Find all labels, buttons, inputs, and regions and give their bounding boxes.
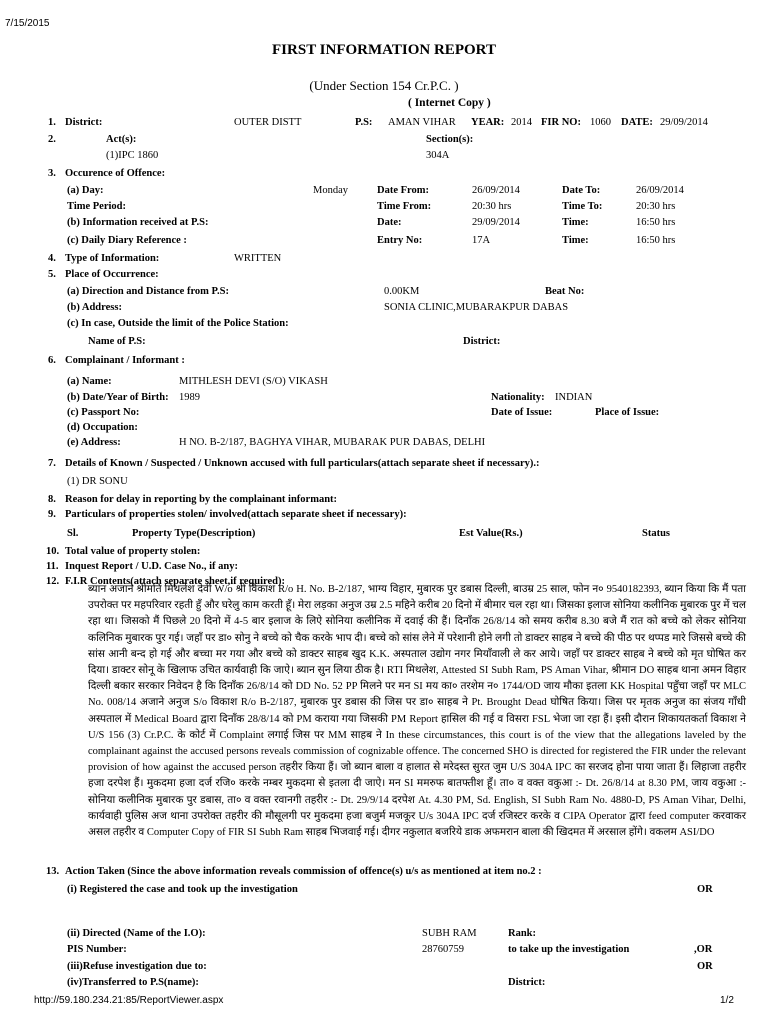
time-period-label: Time Period: xyxy=(67,201,127,212)
place-of-occurrence-label: Place of Occurrence: xyxy=(65,269,159,280)
ps-value: AMAN VIHAR xyxy=(388,117,456,128)
accused-name: (1) DR SONU xyxy=(67,476,128,487)
nationality-label: Nationality: xyxy=(491,392,545,403)
delay-reason-label: Reason for delay in reporting by the complainant informant: xyxy=(65,494,338,505)
info-date-value: 29/09/2014 xyxy=(472,217,520,228)
sections-label: Section(s): xyxy=(426,134,474,145)
entry-no-value: 17A xyxy=(472,235,491,246)
dd-time-label: Time: xyxy=(562,235,589,246)
property-col-est-value: Est Value(Rs.) xyxy=(459,528,523,539)
complainant-label: Complainant / Informant : xyxy=(65,355,185,366)
action-taken-label: Action Taken (Since the above information reveals commission of offence(s) u/s as mentioned at item no.2 : xyxy=(65,866,542,877)
section-6-number: 6. xyxy=(48,355,56,366)
io-name-value: SUBH RAM xyxy=(422,928,477,939)
section-4-number: 4. xyxy=(48,253,56,264)
property-col-status: Status xyxy=(642,528,671,539)
complainant-name-value: MITHLESH DEVI (S/O) VIKASH xyxy=(179,376,328,387)
option-ii-or: ,OR xyxy=(694,944,713,955)
year-value: 2014 xyxy=(511,117,532,128)
daily-diary-label: (c) Daily Diary Reference : xyxy=(67,235,187,246)
district-value: OUTER DISTT xyxy=(234,117,302,128)
print-date: 7/15/2015 xyxy=(5,18,50,29)
pis-number-value: 28760759 xyxy=(422,944,464,955)
total-value-label: Total value of property stolen: xyxy=(65,546,201,557)
fir-date-value: 29/09/2014 xyxy=(660,117,708,128)
section-7-number: 7. xyxy=(48,458,56,469)
section-13-number: 13. xyxy=(46,866,60,877)
complainant-name-label: (a) Name: xyxy=(67,376,112,387)
outside-district-label: District: xyxy=(463,336,501,347)
fir-contents-label: F.I.R Contents(attach separate sheet,if required): xyxy=(65,576,285,587)
acts-value: (1)IPC 1860 xyxy=(106,150,159,161)
nationality-value: INDIAN xyxy=(555,392,593,403)
complainant-address-label: (e) Address: xyxy=(67,437,121,448)
beat-no-label: Beat No: xyxy=(545,286,585,297)
option-i-or: OR xyxy=(697,884,713,895)
take-up-investigation-text: to take up the investigation xyxy=(508,944,630,955)
section-2-number: 2. xyxy=(48,134,56,145)
info-date-label: Date: xyxy=(377,217,402,228)
fir-no-value: 1060 xyxy=(590,117,611,128)
transferred-district-label: District: xyxy=(508,977,546,988)
inquest-report-label: Inquest Report / U.D. Case No., if any: xyxy=(65,561,238,572)
place-address-value: SONIA CLINIC,MUBARAKPUR DABAS xyxy=(384,302,569,313)
district-label: District: xyxy=(65,117,103,128)
day-value: Monday xyxy=(313,185,348,196)
direction-distance-label: (a) Direction and Distance from P.S: xyxy=(67,286,229,297)
section-11-number: 11. xyxy=(46,561,59,572)
section-5-number: 5. xyxy=(48,269,56,280)
time-from-label: Time From: xyxy=(377,201,432,212)
fir-date-label: DATE: xyxy=(621,117,653,128)
dob-value: 1989 xyxy=(179,392,200,403)
outside-limit-label: (c) In case, Outside the limit of the Police Station: xyxy=(67,318,289,329)
properties-label: Particulars of properties stolen/ involved(attach separate sheet if necessary): xyxy=(65,509,407,520)
time-to-label: Time To: xyxy=(562,201,603,212)
date-from-label: Date From: xyxy=(377,185,429,196)
report-title: FIRST INFORMATION REPORT xyxy=(272,42,496,58)
date-to-value: 26/09/2014 xyxy=(636,185,684,196)
info-time-value: 16:50 hrs xyxy=(636,217,676,228)
complainant-address-value: H NO. B-2/187, BAGHYA VIHAR, MUBARAK PUR DABAS, DELHI xyxy=(179,437,486,448)
dob-label: (b) Date/Year of Birth: xyxy=(67,392,169,403)
date-from-value: 26/09/2014 xyxy=(472,185,520,196)
acts-label: Act(s): xyxy=(106,134,137,145)
info-received-label: (b) Information received at P.S: xyxy=(67,217,209,228)
accused-details-label: Details of Known / Suspected / Unknown accused with full particulars(attach separate sheet if necessary).: xyxy=(65,458,540,469)
pis-number-label: PIS Number: xyxy=(67,944,127,955)
place-of-issue-label: Place of Issue: xyxy=(595,407,660,418)
section-8-number: 8. xyxy=(48,494,56,505)
year-label: YEAR: xyxy=(471,117,505,128)
info-time-label: Time: xyxy=(562,217,589,228)
transferred-to-label: (iv)Transferred to P.S(name): xyxy=(67,977,199,988)
refuse-investigation-label: (iii)Refuse investigation due to: xyxy=(67,961,207,972)
name-of-ps-label: Name of P.S: xyxy=(88,336,146,347)
section-1-number: 1. xyxy=(48,117,56,128)
dd-time-value: 16:50 hrs xyxy=(636,235,676,246)
type-of-info-value: WRITTEN xyxy=(234,253,282,264)
type-of-info-label: Type of Information: xyxy=(65,253,160,264)
entry-no-label: Entry No: xyxy=(377,235,423,246)
date-of-issue-label: Date of Issue: xyxy=(491,407,553,418)
direction-distance-value: 0.00KM xyxy=(384,286,420,297)
directed-io-label: (ii) Directed (Name of the I.O): xyxy=(67,928,206,939)
section-3-number: 3. xyxy=(48,168,56,179)
rank-label: Rank: xyxy=(508,928,537,939)
property-col-sl: Sl. xyxy=(67,528,79,539)
report-subtitle: (Under Section 154 Cr.P.C. ) xyxy=(309,78,459,93)
option-iii-or: OR xyxy=(697,961,713,972)
fir-no-label: FIR NO: xyxy=(541,117,581,128)
sections-value: 304A xyxy=(426,150,450,161)
place-address-label: (b) Address: xyxy=(67,302,122,313)
occurence-label: Occurence of Offence: xyxy=(65,168,166,179)
section-12-number: 12. xyxy=(46,576,60,587)
section-10-number: 10. xyxy=(46,546,60,557)
time-from-value: 20:30 hrs xyxy=(472,201,512,212)
page-url: http://59.180.234.21:85/ReportViewer.aspx xyxy=(34,995,224,1006)
time-to-value: 20:30 hrs xyxy=(636,201,676,212)
property-col-type: Property Type(Description) xyxy=(132,528,256,539)
date-to-label: Date To: xyxy=(562,185,601,196)
ps-label: P.S: xyxy=(355,117,373,128)
day-label: (a) Day: xyxy=(67,185,104,196)
passport-label: (c) Passport No: xyxy=(67,407,140,418)
registered-case-label: (i) Registered the case and took up the investigation xyxy=(67,884,298,895)
section-9-number: 9. xyxy=(48,509,56,520)
page-number: 1/2 xyxy=(720,995,734,1006)
internet-copy-label: ( Internet Copy ) xyxy=(408,97,491,109)
occupation-label: (d) Occupation: xyxy=(67,422,138,433)
fir-contents-text: ब्यान अजाने श्रीमति मिथलेश देवी W/o श्री विकाश R/o H. No. B-2/187, भाग्य विहार, मुबारक पुर डबास दिल्ली, बाउम्र 25 साल, फोन न० 9540182393, ब्यान किया कि मैं पता उपरोक्त पर महपरिवार रहती हुँ और घरेलु काम करती हूँ। मेरा लड़का अनुज उम्र 2.5 महिने करीब 20 दिनो में बीमार चल रहा था। जिसका इलाज सोनिया कलीनिक मुबारक पुर में चल रहा था। जिसको मैं पिछले 20 दिनो में 4-5 बार इलाज के लिऐ सोनिया कलीनिक में दवाई की हैं। दिनाँक 26/8/14 को समय करीब 8.30 बजे मैं रात को बच्चे को लेकर सोनिया कलिनिक मुबारक पुर गई। जहाँ पर डा० सोनु ने बच्चे को चैक करके भाप दी। बच्चे को सांस लेने में परेशानी होने लगी तो डाक्टर साहब ने बच्चे की पीठ पर थप्पड मारे जिससे बच्चे की सांस आनी बन्द हो गई और बच्चा मर गया और बच्चे को डाक्टर साहब खुद K.K. अस्पताल उद्योग नगर मियाँवाली ले कर आये। जहाँ पर डाक्टर साहब ने बच्चे को मृत घोषित कर दिया। डाक्टर सोनू के खिलाफ उचित कार्यवाही कि जाऐ। ब्यान सुन लिया ठीक है। RTI मिथलेश, Attested SI Subh Ram, PS Aman Vihar, श्रीमान DO साहब थाना अमन विहार दिल्ली बकार सरकार निवेदन है कि दिनाँक 26/8/14 को DD No. 52 PP मिलने पर मन SI मय का० तरशेम न० 1744/OD जाय मौका इतला KK Hospital पहुँचा जहाँ पर MLC No. 008/14 अजाने अनुज S/o विकाश R/o B-2/187, मुबारक पुर डबास की जिस पर डा० साहब ने Pt. Brought Dead घोषित किया। जिस पर मृतक अनुज का संजय गाँधी अस्पताल में Medical Board द्वारा दिनाँक 28/8/14 को PM कराया गया जिसकी PM Report हासिल की गई व विसरा FSL भेजा जा रहा हैं। इसी दौरान शिकायतकर्ता विकाश ने U/S 156 (3) Cr.P.C. के कोर्ट में Complaint लगाई जिस पर MM साहब ने In these circumstances, this court is of the view that the allegations laveled by the complainant against the accused persons reveals commission of cognizable offence. The concerned SHO is directed for registered the FIR under the relevant provision of how against the accused person तहरीर किया हैं। जो ब्यान बाला व हालात से मरेदस्त सुरत जुम U/S 304A IPC का सरजद होना पाया जाता हैं। लिहाजा तहरीर हजा दरपेश हैं। मुकदमा हजा दर्ज रजि० करके नम्बर मुकदमा से इतला दी जाऐ। मन SI ममरुफ बातफ्तीश हूँ। ता० व वक्त वकुआ :- Dt. 26/8/14 at 8.30 PM, जाय वकुआ :- सोनिया कलीनिक मुबारक पुर डबास, ता० व वक्त रवानगी तहरीर :- Dt. 29/9/14 दरपेश At. 4.30 PM, Sd. English, SI Subh Ram No. 4880-D, PS Aman Vihar, Delhi, कार्यवाही पुलिस अज थाना उपरोक्त तहरीर की मौसूलगी पर मुकदमा हजा बजुर्म मजकूर U/s 304A IPC दर्ज रजिस्टर करके व CIPA Operator द्वारा feed computer करवाकर असल तहरीर व Computer Copy of FIR SI Subh Ram साहब भिजवाई गई। दीगर नकुलात बजरिये डाक अफमरान बाला की खिदमत में अरसाल होंगे। वकलम ASI/DO xyxy=(88,584,746,839)
